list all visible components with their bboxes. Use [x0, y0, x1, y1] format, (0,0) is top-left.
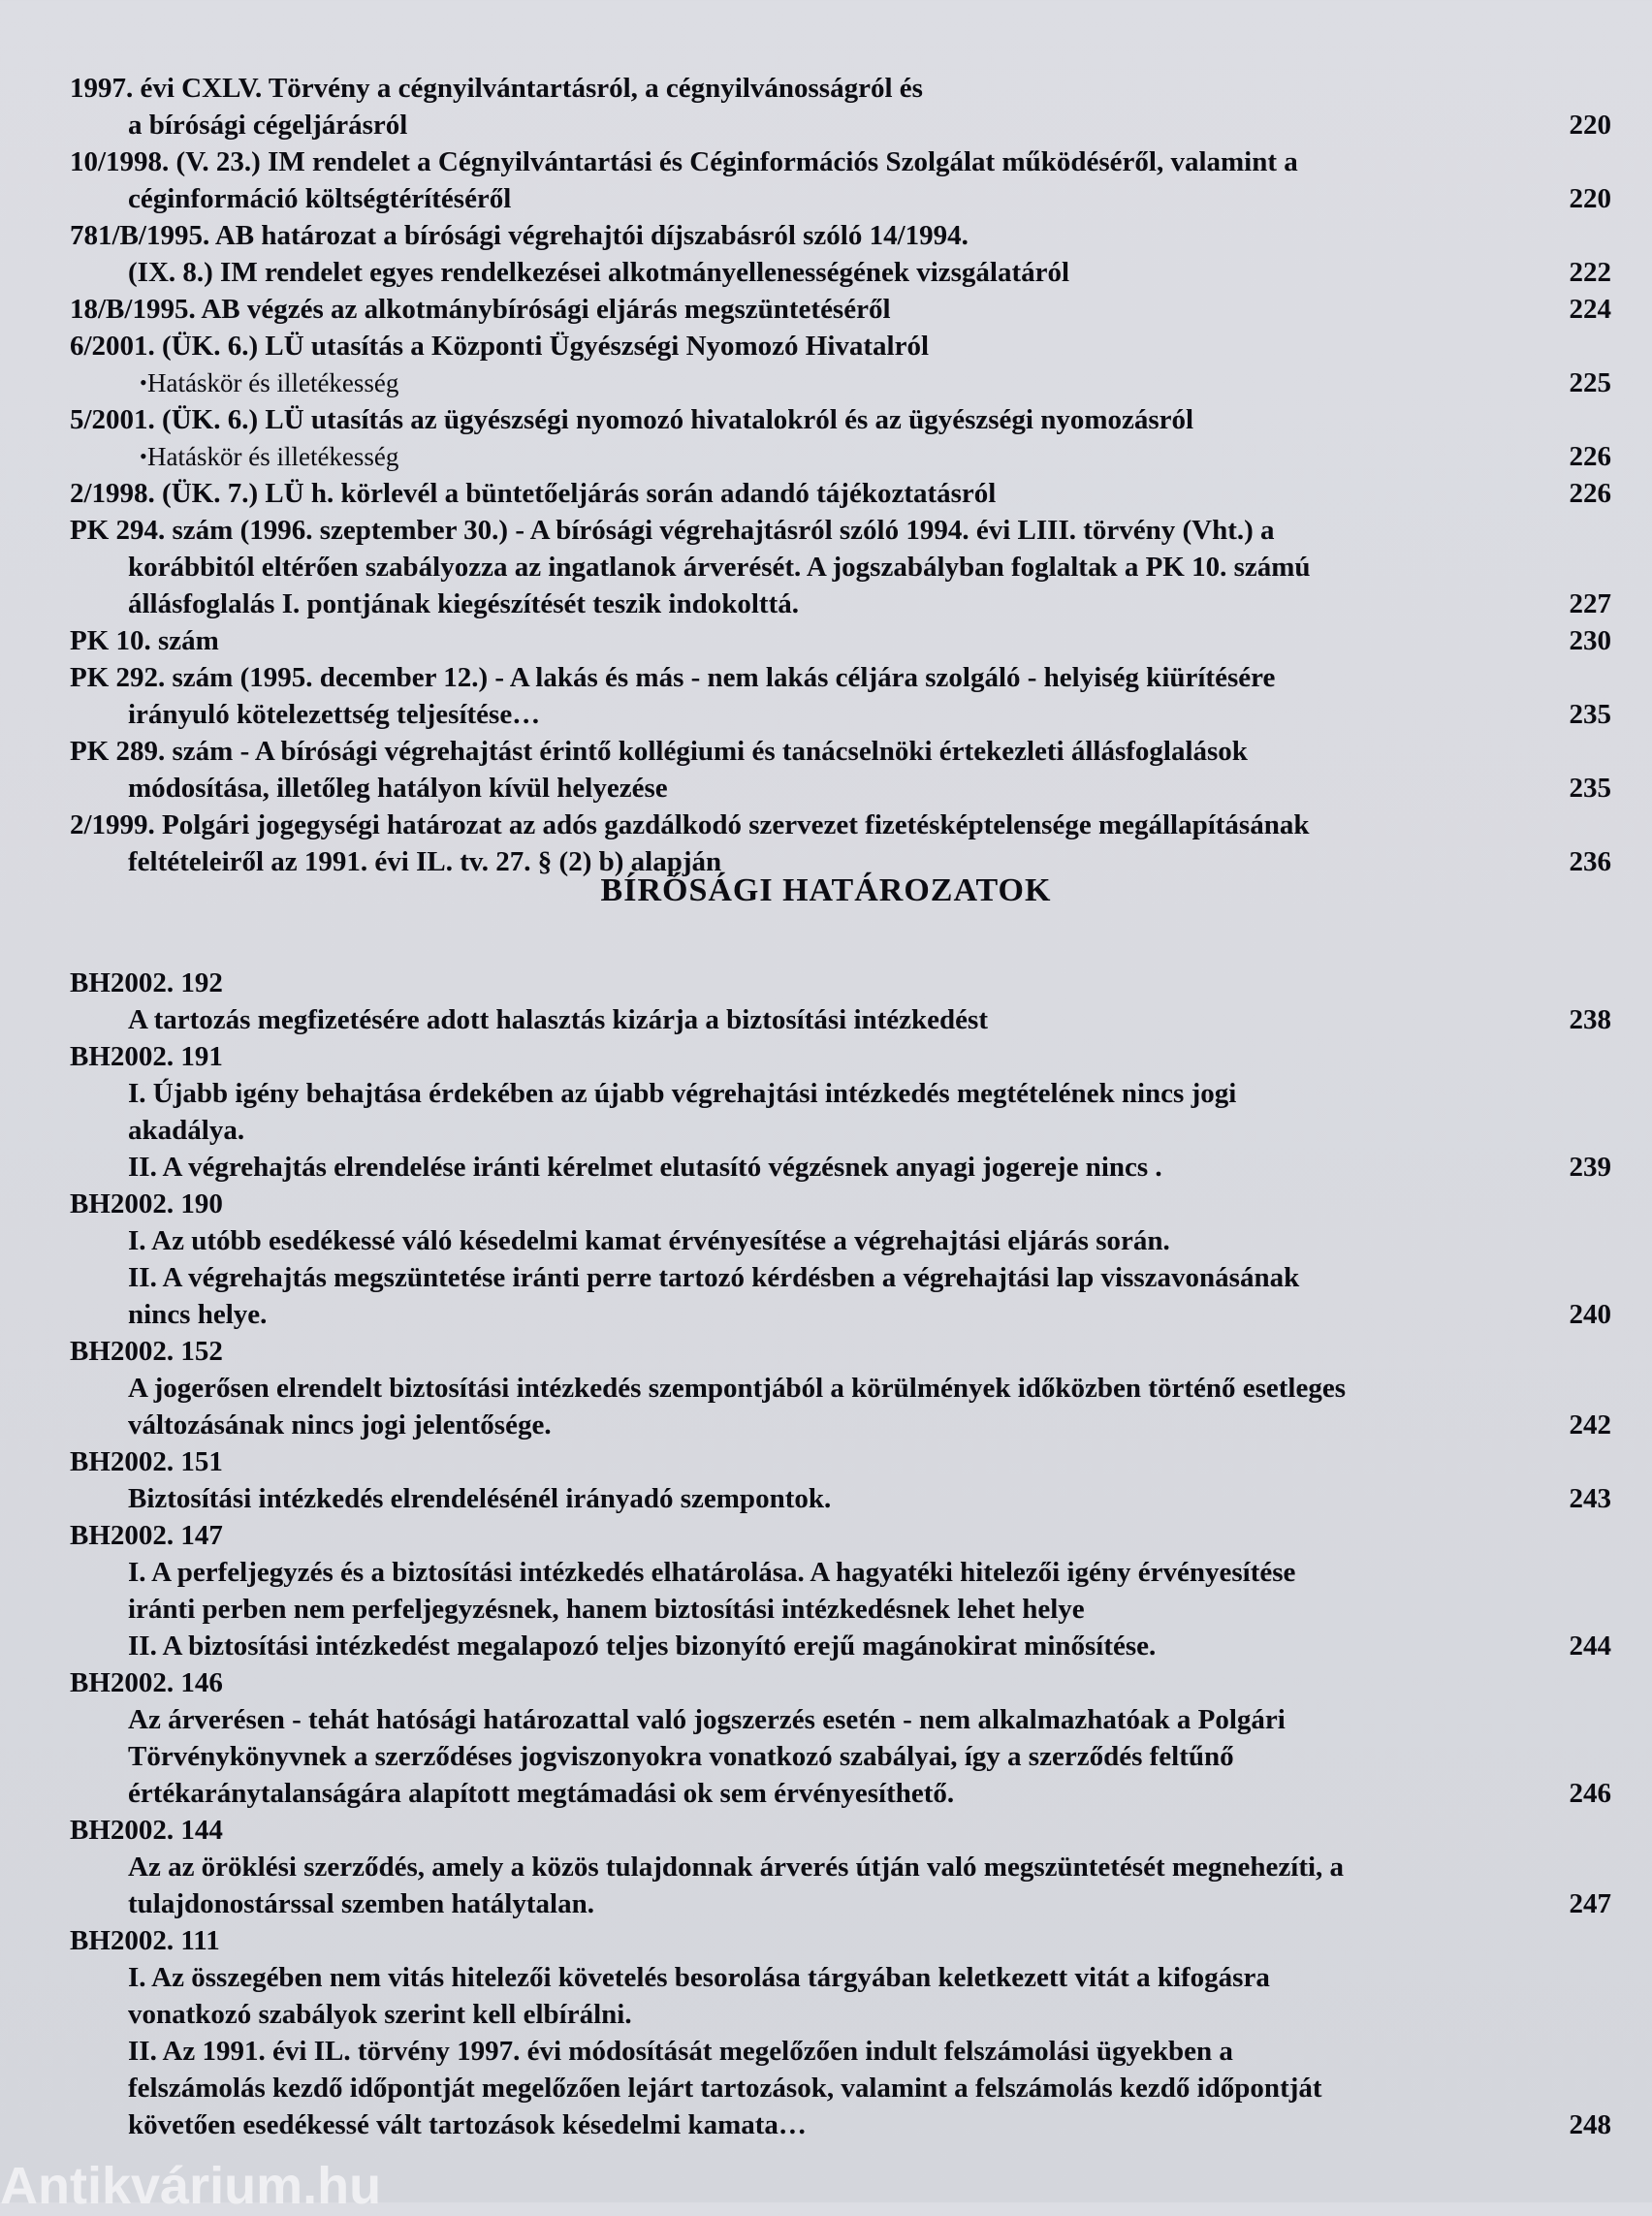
decision-entry — [70, 965, 1611, 1038]
law-entry — [70, 807, 1611, 880]
decision-code: BH2002. 144 — [70, 1815, 223, 1846]
page-number: 230 — [1569, 625, 1611, 656]
page-number: 224 — [1569, 294, 1611, 325]
law-text-line: PK 289. szám - A bírósági végrehajtást érintő kollégiumi és tanácselnöki értekezleti állásfoglalások — [70, 736, 1248, 767]
bullet-icon: • — [140, 370, 147, 395]
law-text-line: állásfoglalás I. pontjának kiegészítését teszik indokolttá. — [128, 588, 799, 619]
page-number: 247 — [1569, 1888, 1611, 1919]
decision-text-line: I. Újabb igény behajtása érdekében az újabb végrehajtási intézkedés megtételének nincs jogi — [128, 1078, 1237, 1109]
law-text-line: 1997. évi CXLV. Törvény a cégnyilvántartásról, a cégnyilvánosságról és — [70, 73, 923, 104]
decision-text-line: értékaránytalanságára alapított megtámadási ok sem érvényesíthető. — [128, 1778, 955, 1809]
decision-code: BH2002. 146 — [70, 1667, 223, 1698]
law-text-line: 781/B/1995. AB határozat a bírósági végrehajtói díjszabásról szóló 14/1994. — [70, 220, 969, 251]
decision-text-line: nincs helye. — [128, 1299, 268, 1330]
law-entry — [70, 475, 1611, 512]
decision-code: BH2002. 191 — [70, 1041, 223, 1072]
bullet-icon: • — [140, 444, 147, 468]
page-number: 222 — [1569, 257, 1611, 288]
page-number: 235 — [1569, 699, 1611, 730]
page-number: 240 — [1569, 1299, 1611, 1330]
decision-text-line: iránti perben nem perfeljegyzésnek, hanem biztosítási intézkedésnek lehet helye — [128, 1594, 1085, 1625]
law-text-line: PK 294. szám (1996. szeptember 30.) - A bírósági végrehajtásról szóló 1994. évi LIII. törvény (Vht.) a — [70, 515, 1275, 546]
decision-text-line: II. A végrehajtás elrendelése iránti kérelmet elutasító végzésnek anyagi jogereje nincs . — [128, 1152, 1162, 1183]
law-text-line: céginformáció költségtérítéséről — [128, 183, 512, 214]
law-text-line: feltételeiről az 1991. évi IL. tv. 27. § (2) b) alapján — [128, 846, 722, 877]
law-entry — [70, 70, 1611, 143]
decision-entry — [70, 1517, 1611, 1664]
decision-entry — [70, 1812, 1611, 1922]
bullet-text: Hatáskör és illetékesség — [147, 442, 399, 471]
decision-text-line: követően esedékessé vált tartozások késedelmi kamata… — [128, 2109, 807, 2140]
law-text-line: 5/2001. (ÜK. 6.) LÜ utasítás az ügyészségi nyomozó hivatalokról és az ügyészségi nyomozásról — [70, 404, 1194, 435]
bullet-item — [70, 364, 1611, 401]
decision-text-line: A tartozás megfizetésére adott halasztás kizárja a biztosítási intézkedést — [128, 1004, 988, 1035]
page-number: 243 — [1569, 1483, 1611, 1514]
law-text-line: PK 10. szám — [70, 625, 219, 656]
decision-entry — [70, 1664, 1611, 1812]
page-number: 244 — [1569, 1630, 1611, 1662]
decision-text-line: II. A végrehajtás megszüntetése iránti perre tartozó kérdésben a végrehajtási lap visszavonásának — [128, 1262, 1300, 1293]
law-entry — [70, 622, 1611, 659]
decision-text-line: vonatkozó szabályok szerint kell elbírálni. — [128, 1999, 632, 2030]
decision-code: BH2002. 190 — [70, 1188, 223, 1219]
page-number: 225 — [1569, 367, 1611, 398]
law-entry — [70, 733, 1611, 807]
law-entry — [70, 143, 1611, 217]
page-number: 236 — [1569, 846, 1611, 877]
page-number: 238 — [1569, 1004, 1611, 1035]
law-text-line: módosítása, illetőleg hatályon kívül helyezése — [128, 773, 668, 804]
decision-entry — [70, 1186, 1611, 1333]
law-text-line: (IX. 8.) IM rendelet egyes rendelkezései alkotmányellenességének vizsgálatáról — [128, 257, 1070, 288]
bullet-item — [70, 438, 1611, 475]
law-text-line: 10/1998. (V. 23.) IM rendelet a Cégnyilvántartási és Céginformációs Szolgálat működéséről, valamint a — [70, 146, 1298, 177]
decision-code: BH2002. 147 — [70, 1520, 223, 1551]
decision-text-line: tulajdonostárssal szemben hatálytalan. — [128, 1888, 594, 1919]
law-text-line: PK 292. szám (1995. december 12.) - A lakás és más - nem lakás céljára szolgáló - helyiség kiürítésére — [70, 662, 1276, 693]
decision-text-line: Törvénykönyvnek a szerződéses jogviszonyokra vonatkozó szabályai, így a szerződés feltűnő — [128, 1741, 1234, 1772]
law-text-line: irányuló kötelezettség teljesítése… — [128, 699, 541, 730]
page-number: 235 — [1569, 773, 1611, 804]
law-entry — [70, 659, 1611, 733]
page-number: 239 — [1569, 1152, 1611, 1183]
decision-code: BH2002. 152 — [70, 1336, 223, 1367]
decision-entry — [70, 1333, 1611, 1443]
law-entry — [70, 291, 1611, 328]
page-number: 220 — [1569, 110, 1611, 141]
decision-code: BH2002. 192 — [70, 967, 223, 998]
page-number: 227 — [1569, 588, 1611, 619]
law-text-line: 6/2001. (ÜK. 6.) LÜ utasítás a Központi Ügyészségi Nyomozó Hivatalról — [70, 331, 930, 362]
decision-text-line: változásának nincs jogi jelentősége. — [128, 1409, 552, 1440]
decision-code: BH2002. 111 — [70, 1925, 220, 1956]
decision-entry — [70, 1443, 1611, 1517]
decision-code: BH2002. 151 — [70, 1446, 223, 1477]
decision-entry — [70, 1038, 1611, 1186]
decision-text-line: I. Az összegében nem vitás hitelezői követelés besorolása tárgyában keletkezett vitát a kifogásra — [128, 1962, 1270, 1993]
decision-text-line: Az árverésen - tehát hatósági határozattal való jogszerzés esetén - nem alkalmazhatóak a Polgári — [128, 1704, 1286, 1735]
law-entry — [70, 401, 1611, 475]
decision-text-line: A jogerősen elrendelt biztosítási intézkedés szempontjából a körülmények időközben történő esetleges — [128, 1373, 1347, 1404]
page-number: 242 — [1569, 1409, 1611, 1440]
decision-entry — [70, 1922, 1611, 2143]
law-entry — [70, 512, 1611, 622]
law-text-line: 2/1998. (ÜK. 7.) LÜ h. körlevél a büntetőeljárás során adandó tájékoztatásról — [70, 478, 997, 509]
page-number: 226 — [1569, 441, 1611, 472]
law-entry — [70, 328, 1611, 401]
decision-text-line: Az az öröklési szerződés, amely a közös tulajdonnak árverés útján való megszüntetését megnehezíti, a — [128, 1852, 1345, 1883]
decision-text-line: II. Az 1991. évi IL. törvény 1997. évi módosítását megelőzően indult felszámolási ügyekben a — [128, 2036, 1233, 2067]
decision-text-line: I. Az utóbb esedékessé váló késedelmi kamat érvényesítése a végrehajtási eljárás során. — [128, 1225, 1170, 1256]
page-number: 248 — [1569, 2109, 1611, 2140]
bullet-text: Hatáskör és illetékesség — [147, 368, 399, 397]
law-entry — [70, 217, 1611, 291]
page-number: 226 — [1569, 478, 1611, 509]
section-heading: BÍRÓSÁGI HATÁROZATOK — [600, 872, 1052, 908]
decision-text-line: akadálya. — [128, 1115, 245, 1146]
law-text-line: 18/B/1995. AB végzés az alkotmánybírósági eljárás megszüntetéséről — [70, 294, 891, 325]
law-text-line: 2/1999. Polgári jogegységi határozat az adós gazdálkodó szervezet fizetésképtelensége megállapításának — [70, 809, 1310, 840]
law-text-line: a bírósági cégeljárásról — [128, 110, 408, 141]
decision-text-line: II. A biztosítási intézkedést megalapozó teljes bizonyító erejű magánokirat minősítése. — [128, 1630, 1157, 1662]
decision-text-line: Biztosítási intézkedés elrendelésénél irányadó szempontok. — [128, 1483, 832, 1514]
page-number: 246 — [1569, 1778, 1611, 1809]
watermark-logo: Antikvárium.hu — [0, 2157, 382, 2215]
law-text-line: korábbitól eltérően szabályozza az ingatlanok árverését. A jogszabályban foglaltak a PK 10. számú — [128, 552, 1311, 583]
decision-text-line: felszámolás kezdő időpontját megelőzően lejárt tartozások, valamint a felszámolás kezdő időpontját — [128, 2073, 1322, 2104]
page-number: 220 — [1569, 183, 1611, 214]
decision-text-line: I. A perfeljegyzés és a biztosítási intézkedés elhatárolása. A hagyatéki hitelezői igény érvényesítése — [128, 1557, 1296, 1588]
